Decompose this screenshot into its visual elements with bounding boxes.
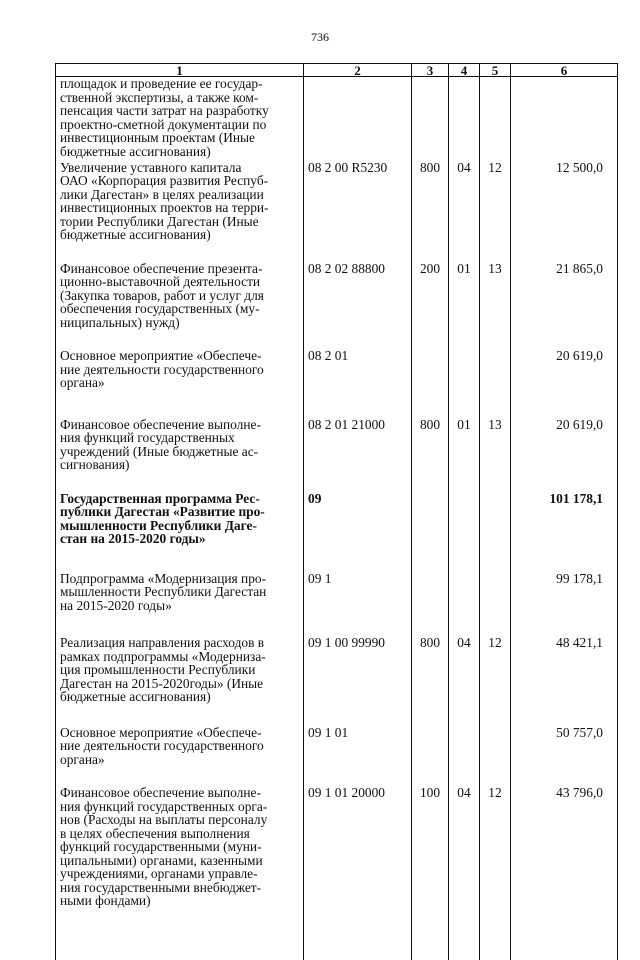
row-section bbox=[449, 572, 480, 637]
row-name bbox=[56, 726, 304, 787]
row-name-line: мышленности Республики Даге- bbox=[60, 517, 257, 533]
continuation-cell bbox=[56, 930, 304, 960]
row-section bbox=[449, 492, 480, 572]
row-name-line: тории Республики Дагестан (Иные bbox=[60, 213, 259, 229]
row-name-line: публики Дагестан «Развитие про- bbox=[60, 504, 265, 519]
row-expense-type: 200 bbox=[412, 262, 449, 350]
row-amount: 21 865,0 bbox=[511, 262, 618, 350]
row-name bbox=[56, 77, 304, 161]
row-subsection bbox=[480, 726, 511, 787]
row-section bbox=[449, 726, 480, 787]
row-name-line: бюджетные ассигнования) bbox=[60, 227, 211, 242]
row-expense-type: 100 bbox=[412, 786, 449, 930]
row-code: 08 2 00 R5230 bbox=[304, 161, 412, 262]
row-name-line: лики Дагестан» в целях реализации bbox=[60, 186, 264, 202]
row-name-line: бюджетные ассигнования) bbox=[60, 689, 211, 704]
budget-table bbox=[55, 63, 618, 960]
row-name-line: стан на 2015-2020 годы» bbox=[60, 531, 206, 546]
table-row bbox=[56, 418, 618, 492]
table-row-continuation bbox=[56, 930, 618, 960]
row-name-line: инвестиционным проектам (Иные bbox=[60, 130, 256, 145]
row-name-line: Основное мероприятие «Обеспече- bbox=[60, 724, 262, 740]
row-subsection: 13 bbox=[480, 418, 511, 492]
row-amount: 48 421,1 bbox=[511, 636, 618, 726]
row-name-line: Основное мероприятие «Обеспече- bbox=[60, 348, 262, 363]
row-subsection: 12 bbox=[480, 161, 511, 262]
table-row bbox=[56, 786, 618, 930]
row-subsection bbox=[480, 349, 511, 418]
row-name bbox=[56, 418, 304, 492]
row-expense-type bbox=[412, 726, 449, 787]
continuation-cell bbox=[480, 930, 511, 960]
row-name-line: рамках подпрограммы «Модерниза- bbox=[60, 648, 266, 664]
continuation-cell bbox=[511, 930, 618, 960]
row-name-line: ционно-выставочной деятельности bbox=[60, 274, 261, 289]
row-expense-type bbox=[412, 349, 449, 418]
row-amount: 20 619,0 bbox=[511, 418, 618, 492]
row-expense-type bbox=[412, 77, 449, 161]
row-amount bbox=[511, 77, 618, 161]
row-name-line: учреждений (Иные бюджетные ас- bbox=[60, 443, 259, 459]
row-name-line: Подпрограмма «Модернизация про- bbox=[60, 570, 267, 586]
row-name bbox=[56, 786, 304, 930]
row-section bbox=[449, 77, 480, 161]
row-name-line: Финансовое обеспечение выполне- bbox=[60, 785, 261, 800]
row-name-line: органа» bbox=[60, 375, 105, 390]
row-name-line: мышленности Республики Дагестан bbox=[60, 584, 267, 599]
table-row bbox=[56, 349, 618, 418]
row-section bbox=[449, 349, 480, 418]
row-section: 01 bbox=[449, 262, 480, 350]
row-name-line: в целях обеспечения выполнения bbox=[60, 825, 250, 841]
row-name-line: ОАО «Корпорация развития Респуб- bbox=[60, 173, 269, 188]
row-name-line: Финансовое обеспечение выполне- bbox=[60, 416, 261, 432]
table-row bbox=[56, 726, 618, 787]
table-row bbox=[56, 262, 618, 350]
row-section: 04 bbox=[449, 786, 480, 930]
row-name-line: ние деятельности государственного bbox=[60, 361, 264, 377]
row-section: 04 bbox=[449, 636, 480, 726]
table-row bbox=[56, 161, 618, 262]
row-name-line: ние деятельности государственного bbox=[60, 738, 264, 753]
row-expense-type bbox=[412, 572, 449, 637]
row-name-line: ниципальных) нужд) bbox=[60, 314, 180, 330]
row-name bbox=[56, 349, 304, 418]
row-code: 09 1 01 20000 bbox=[304, 786, 412, 930]
table-row bbox=[56, 636, 618, 726]
row-section: 04 bbox=[449, 161, 480, 262]
table-row bbox=[56, 77, 618, 161]
row-name-line: на 2015-2020 годы» bbox=[60, 597, 172, 613]
row-subsection bbox=[480, 492, 511, 572]
row-code: 09 bbox=[304, 492, 412, 572]
col-header-1: 1 bbox=[56, 64, 304, 77]
row-code: 08 2 02 88800 bbox=[304, 262, 412, 350]
row-code: 08 2 01 21000 bbox=[304, 418, 412, 492]
row-expense-type: 800 bbox=[412, 161, 449, 262]
row-amount: 99 178,1 bbox=[511, 572, 618, 637]
row-expense-type: 800 bbox=[412, 418, 449, 492]
row-name-line: инвестиционных проектов на терри- bbox=[60, 200, 269, 215]
table-row bbox=[56, 572, 618, 637]
row-subsection: 13 bbox=[480, 262, 511, 350]
row-name-line: ния государственными внебюджет- bbox=[60, 879, 262, 895]
row-subsection: 12 bbox=[480, 636, 511, 726]
row-name-line: площадок и проведение ее государ- bbox=[60, 76, 263, 91]
row-name-line: ция промышленности Республики bbox=[60, 662, 256, 677]
continuation-cell bbox=[412, 930, 449, 960]
row-subsection bbox=[480, 572, 511, 637]
row-name-line: ния функций государственных bbox=[60, 430, 235, 445]
row-name-line: ципальными) органами, казенными bbox=[60, 852, 263, 868]
row-subsection bbox=[480, 77, 511, 161]
row-name-line: Реализация направления расходов в bbox=[60, 635, 265, 650]
row-name-line: Увеличение уставного капитала bbox=[60, 159, 242, 175]
row-name-line: нов (Расходы на выплаты персоналу bbox=[60, 812, 268, 827]
col-header-4: 4 bbox=[449, 64, 480, 77]
table-row bbox=[56, 492, 618, 572]
row-name bbox=[56, 636, 304, 726]
row-code: 09 1 00 99990 bbox=[304, 636, 412, 726]
row-code bbox=[304, 77, 412, 161]
col-header-2: 2 bbox=[304, 64, 412, 77]
row-name-line: ственной экспертизы, а также ком- bbox=[60, 89, 259, 105]
col-header-3: 3 bbox=[412, 64, 449, 77]
table-body bbox=[56, 77, 618, 960]
row-name bbox=[56, 262, 304, 350]
row-name-line: Дагестан на 2015-2020годы» (Иные bbox=[60, 675, 264, 691]
row-expense-type: 800 bbox=[412, 636, 449, 726]
row-name-line: ными фондами) bbox=[60, 893, 151, 908]
row-name-line: учреждениями, органами управле- bbox=[60, 866, 258, 881]
col-header-5: 5 bbox=[480, 64, 511, 77]
row-name-line: (Закупка товаров, работ и услуг для bbox=[60, 287, 264, 303]
row-amount: 12 500,0 bbox=[511, 161, 618, 262]
col-header-6: 6 bbox=[511, 64, 618, 77]
row-code: 09 1 01 bbox=[304, 726, 412, 787]
header-row bbox=[56, 64, 618, 77]
row-name-line: Финансовое обеспечение презента- bbox=[60, 260, 263, 276]
row-name-line: Государственная программа Рес- bbox=[60, 490, 260, 506]
row-section: 01 bbox=[449, 418, 480, 492]
row-amount: 50 757,0 bbox=[511, 726, 618, 787]
row-name bbox=[56, 161, 304, 262]
row-name-line: обеспечения государственных (му- bbox=[60, 301, 260, 316]
row-name bbox=[56, 492, 304, 572]
row-expense-type bbox=[412, 492, 449, 572]
row-amount: 20 619,0 bbox=[511, 349, 618, 418]
row-name-line: пенсация части затрат на разработку bbox=[60, 103, 269, 118]
row-name-line: функций государственными (муни- bbox=[60, 839, 262, 854]
page-number: 736 bbox=[311, 30, 329, 44]
row-code: 08 2 01 bbox=[304, 349, 412, 418]
row-name bbox=[56, 572, 304, 637]
row-code: 09 1 bbox=[304, 572, 412, 637]
row-name-line: бюджетные ассигнования) bbox=[60, 143, 211, 159]
continuation-cell bbox=[304, 930, 412, 960]
row-name-line: ния функций государственных орга- bbox=[60, 798, 268, 814]
row-subsection: 12 bbox=[480, 786, 511, 930]
row-name-line: органа» bbox=[60, 751, 105, 767]
row-amount: 101 178,1 bbox=[511, 492, 618, 572]
row-name-line: сигнования) bbox=[60, 457, 130, 472]
row-name-line: проектно-сметной документации по bbox=[60, 116, 267, 132]
row-amount: 43 796,0 bbox=[511, 786, 618, 930]
continuation-cell bbox=[449, 930, 480, 960]
